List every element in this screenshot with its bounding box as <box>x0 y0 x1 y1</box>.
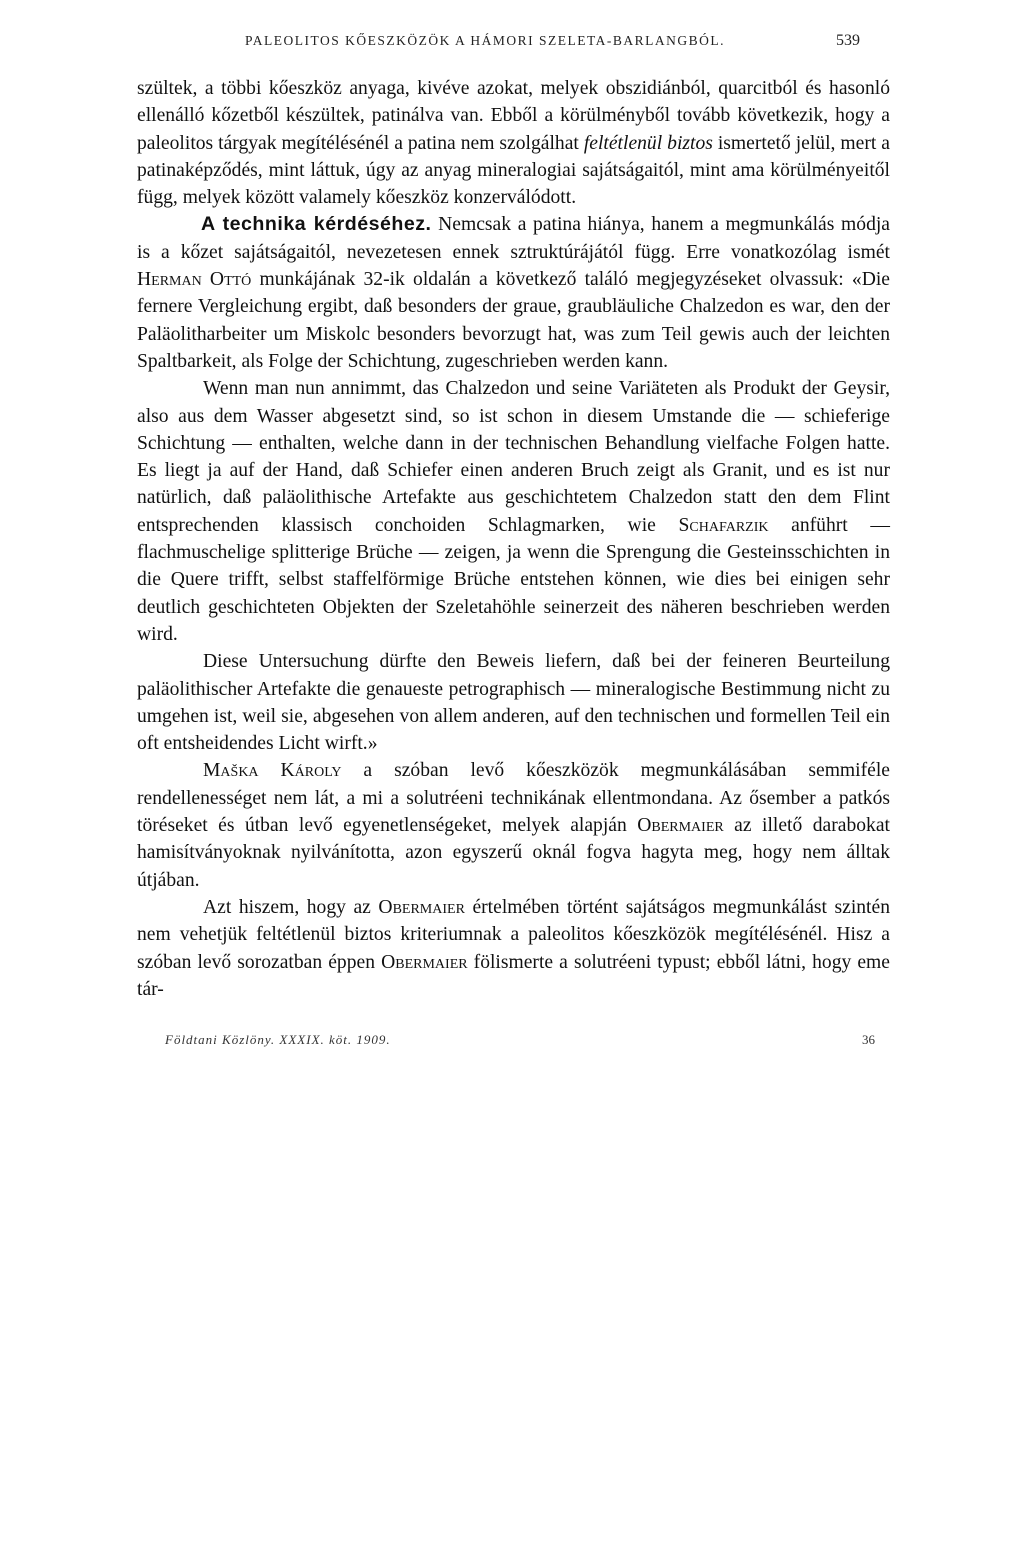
paragraph-1-text: szültek, a többi kőeszköz anyaga, kivéve azokat, melyek obszidiánból, quarcitból és hasonló ellenálló kőzetből készültek, patinálva van. Ebből a körülményből tovább következik, hogy a paleolitos tárgyak megítélésénél a patina nem szolgálhat <box>137 78 890 154</box>
paragraph-1-end: ismertető jelül, mert a patinaképződés, mint láttuk, úgy az anyag mineralogiai sajátságaitól, mint ama körülményeitől függ, melyek között valamely kőeszköz konzerválódott. <box>137 132 890 209</box>
running-head: PALEOLITOS KŐESZKÖZÖK A HÁMORI SZELETA-BARLANGBÓL. <box>245 33 726 48</box>
paragraph-3-text-a: Wenn man nun annimmt, das Chalzedon und seine Variäteten als Produkt der Geysir, also aus dem Wasser abgesetzt sind, so ist schon in diesem Umstande die — schieferige Schichtung — enthalten, welche dann in der technischen Behandlung vielfache Folgen hatte. Es liegt ja auf der Hand, daß Schiefer einen anderen Bruch zeigt als Granit, und es ist nur natürlich, daß paläolithische Artefakte aus geschichtetem Chalzedon statt den dem Flint entsprechenden klassisch conchoiden Schlagmarken, wie <box>137 378 890 536</box>
paragraph-1 <box>137 75 890 211</box>
paragraph-5 <box>137 757 890 893</box>
page-number: 539 <box>836 32 860 49</box>
author-name-obermaier: Obermaier <box>637 815 724 837</box>
author-name-maska: Maška Károly <box>203 760 342 782</box>
paragraph-3-text-b: anführt — flachmuschelige splitterige Brüche — zeigen, ja wenn die Sprengung die Gesteinsschichten in die Quere trifft, selbst staffelförmige Brüche entstehen können, wie dies bei einigen sehr deutlich geschichteten Objekten der Szeletahöhle seinerzeit des näheren beschrieben werden wird. <box>137 514 890 645</box>
paragraph-6-text-b: értelmében történt sajátságos megmunkálást szintén nem vehetjük feltétlenül biztos kriteriumnak a paleolitos kőeszközök megítélésénél. Hisz a szóban levő sorozatban éppen <box>137 896 890 973</box>
journal-footer: Földtani Közlöny. XXXIX. köt. 1909. <box>165 1032 391 1047</box>
emphasis-text: feltétlenül biztos <box>583 132 713 154</box>
author-name-obermaier: Obermaier <box>378 896 465 918</box>
paragraph-3 <box>137 375 890 648</box>
paragraph-4: Diese Untersuchung dürfte den Beweis liefern, daß bei der feineren Beurteilung paläolithischer Artefakte die genaueste petrographisch — mineralogische Bestimmung nicht zu umgehen ist, weil sie, abgesehen von allem anderen, auf den technischen und formellen Teil ein oft entsheidendes Licht wirft.» <box>137 651 890 755</box>
paragraph-6-text-c: fölismerte a solutréeni typust; ebből látni, hogy eme tár- <box>137 951 890 1000</box>
paragraph-5-text-a: a szóban levő kőeszközök megmunkálásában semmiféle rendellenességet nem lát, a mi a solutréeni technikának ellentmondana. Az ősember a patkós töréseket és útban levő egyenetlenségeket, melyek alapján <box>137 760 890 837</box>
paragraph-2-text-b: munkájának 32-ik oldalán a következő találó megjegyzéseket olvassuk: «Die fernere Vergleichung ergibt, daß besonders der graue, graubläuliche Chalzedon es war, den der Paläolitharbeiter um Miskolc besonders bevorzugt hat, was zum Teil gewis auch der leichten Spaltbarkeit, als Folge der Schichtung, zugeschrieben werden kann. <box>137 269 890 372</box>
author-name-obermaier: Obermaier <box>381 951 468 973</box>
author-name-schafarzik: Schafarzik <box>678 514 769 536</box>
paragraph-6 <box>137 894 890 1003</box>
paragraph-6-text-a: Azt hiszem, hogy az <box>203 896 379 918</box>
paragraph-5-text-b: az illető darabokat hamisítványoknak nyilvánította, azon egyszerű oknál fogva hagyta meg, hogy nem álltak útjában. <box>137 815 890 891</box>
body-text <box>137 75 890 1003</box>
paragraph-2 <box>137 211 890 375</box>
author-name-herman: Herman Ottó <box>137 269 252 291</box>
signature-mark: 36 <box>862 1032 875 1047</box>
paragraph-2-text-a: Nemcsak a patina hiánya, hanem a megmunkálás módja is a kőzet sajátságaitól, nevezetesen ennek sztruktúrájától függ. Erre vonatkozólag ismét <box>137 214 891 263</box>
section-heading: A technika kérdéséhez. <box>201 213 432 236</box>
